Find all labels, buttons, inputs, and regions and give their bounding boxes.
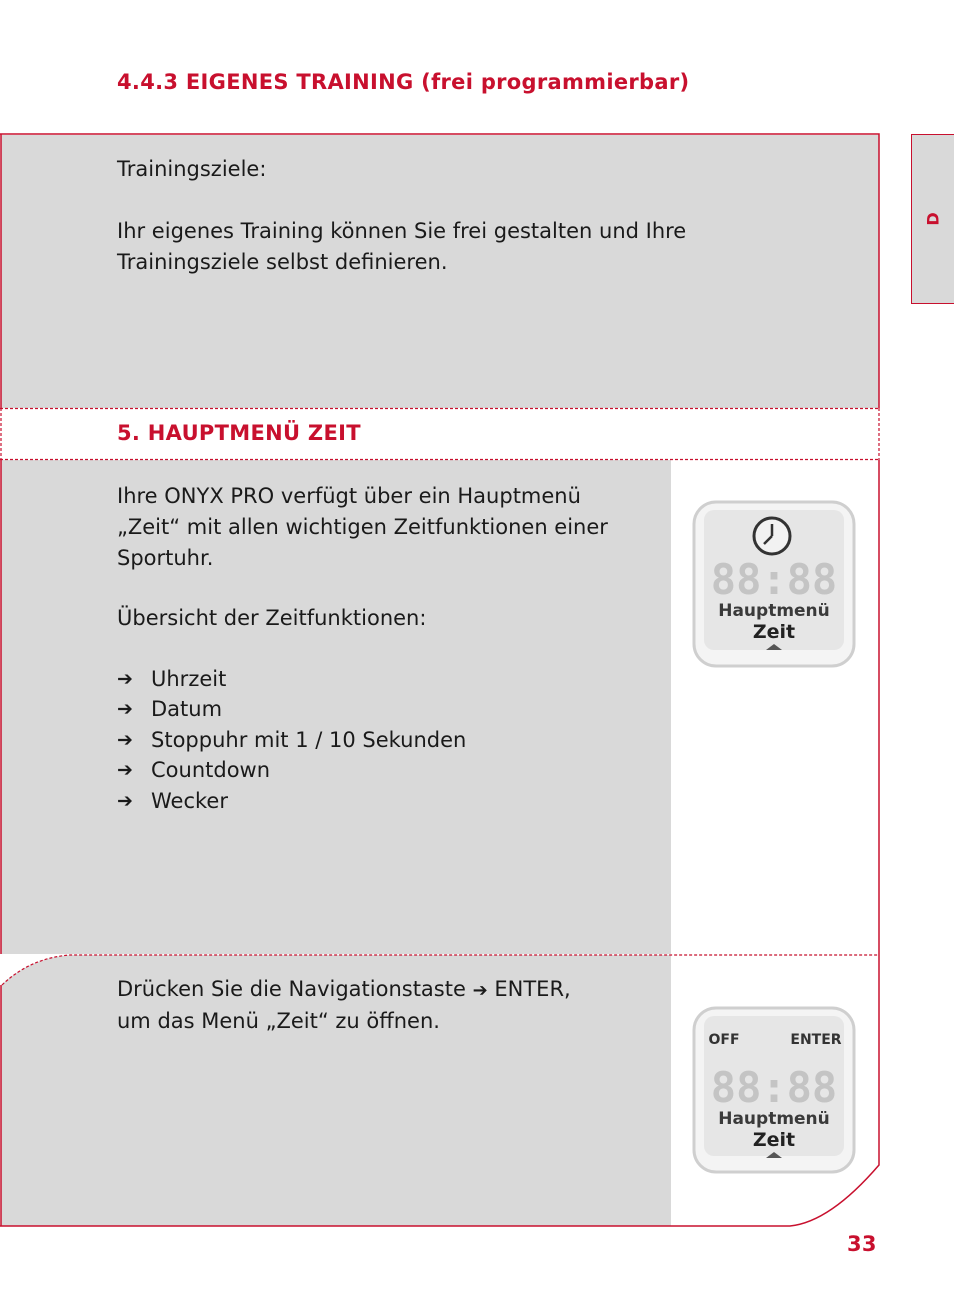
list-item-label: Wecker [151,788,228,813]
language-tab [911,134,954,304]
training-description-line: Trainingsziele selbst definieren. [117,250,448,274]
instruction-post: ENTER, [494,977,571,1001]
intro-line: Sportuhr. [117,546,214,570]
watch-display-enter [690,1004,858,1176]
language-tab-label: D [923,212,943,226]
intro-line: Ihre ONYX PRO verfügt über ein Hauptmenü [117,484,581,508]
arrow-right-icon: ➔ [117,759,133,782]
arrow-right-icon: ➔ [472,980,488,1001]
watch-display-main-menu [690,498,858,670]
clock-icon [754,518,790,554]
lcd-off-label: OFF [708,1032,740,1048]
list-item [117,786,466,817]
arrow-right-icon: ➔ [117,667,133,690]
time-functions-list [117,664,466,817]
list-item-label: Stoppuhr mit 1 / 10 Sekunden [151,727,467,752]
training-description [117,216,686,278]
lcd-digits: 88:88 [710,1063,838,1112]
lcd-line-2: Zeit [752,621,796,643]
page-number: 33 [847,1232,877,1256]
list-item [117,695,466,726]
instruction-pre: Drücken Sie die Navigationstaste [117,977,466,1001]
list-item [117,756,466,787]
intro-line: „Zeit“ mit allen wichtigen Zeitfunktionen einer [117,515,608,539]
overview-label: Übersicht der Zeitfunktionen: [117,606,427,630]
list-item [117,725,466,756]
list-item-label: Uhrzeit [151,666,227,691]
lcd-line-1: Hauptmenü [718,1109,830,1129]
arrow-right-icon: ➔ [117,728,133,751]
instruction-line [117,974,571,1006]
hauptmenu-intro [117,481,608,574]
lcd-line-1: Hauptmenü [718,601,830,621]
arrow-right-icon: ➔ [117,789,133,812]
section-heading: 4.4.3 EIGENES TRAINING (frei programmierbar) [117,70,690,94]
training-label: Trainingsziele: [117,157,267,181]
instruction-line: um das Menü „Zeit“ zu öffnen. [117,1009,440,1033]
lcd-line-2: Zeit [752,1129,796,1151]
arrow-right-icon: ➔ [117,698,133,721]
list-item-label: Datum [151,697,223,722]
lcd-enter-label: ENTER [790,1032,842,1048]
list-item-label: Countdown [151,758,271,783]
lcd-digits: 88:88 [710,555,838,604]
list-item [117,664,466,695]
training-description-line: Ihr eigenes Training können Sie frei gestalten und Ihre [117,219,687,243]
instruction-text [117,974,571,1037]
hauptmenu-heading: 5. HAUPTMENÜ ZEIT [117,421,361,445]
